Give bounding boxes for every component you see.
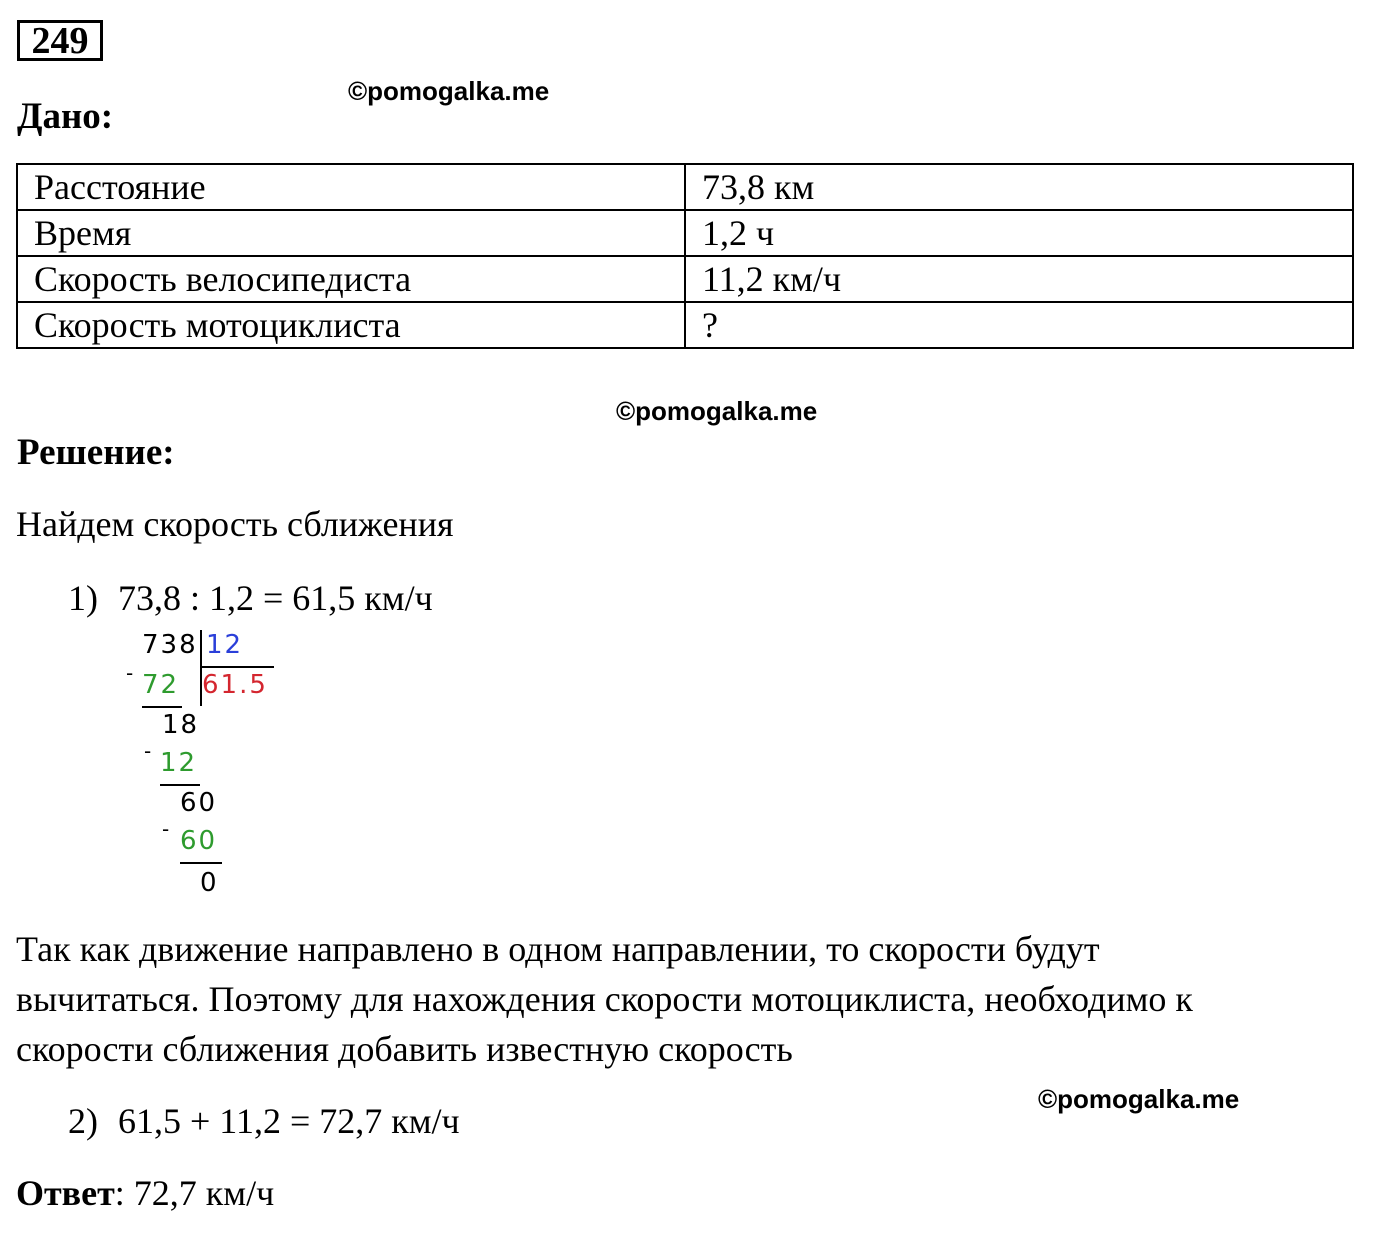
division-bracket-horizontal	[200, 666, 274, 668]
given-table	[16, 163, 1354, 349]
watermark-bottom: ©pomogalka.me	[1038, 1084, 1240, 1114]
division-remainder: 0	[200, 868, 219, 898]
given-value: 73,8 км	[685, 164, 1353, 210]
division-dividend: 738	[142, 630, 198, 660]
table-row	[17, 256, 1353, 302]
explanation-line: Так как движение направлено в одном направлении, то скорости будут	[16, 929, 1100, 969]
division-minus-sign: -	[162, 817, 172, 841]
solution-heading: Решение:	[17, 432, 175, 473]
division-underline	[142, 706, 182, 708]
division-divisor: 12	[206, 630, 244, 660]
division-subtrahend: 12	[160, 748, 198, 778]
given-value: ?	[685, 302, 1353, 348]
step2-number: 2)	[68, 1101, 98, 1141]
division-minus-sign: -	[144, 739, 154, 763]
table-row	[17, 210, 1353, 256]
step2-expression: 61,5 + 11,2 = 72,7 км/ч	[118, 1101, 460, 1141]
watermark-middle: ©pomogalka.me	[616, 396, 818, 426]
step1-number: 1)	[68, 578, 98, 618]
table-row	[17, 164, 1353, 210]
explanation-line: вычитаться. Поэтому для нахождения скорости мотоциклиста, необходимо к	[16, 979, 1193, 1019]
given-value: 1,2 ч	[685, 210, 1353, 256]
answer-label: Ответ	[16, 1173, 115, 1213]
explanation-line: скорости сближения добавить известную скорость	[16, 1029, 793, 1069]
division-underline	[180, 862, 222, 864]
answer-line	[16, 1168, 274, 1218]
given-label: Расстояние	[17, 164, 685, 210]
division-remainder: 18	[162, 710, 200, 740]
given-label: Время	[17, 210, 685, 256]
answer-value: : 72,7 км/ч	[114, 1173, 275, 1213]
watermark-top: ©pomogalka.me	[348, 76, 550, 106]
division-remainder: 60	[180, 788, 218, 818]
given-value: 11,2 км/ч	[685, 256, 1353, 302]
division-underline	[160, 784, 200, 786]
step1-expression: 73,8 : 1,2 = 61,5 км/ч	[118, 578, 433, 618]
division-quotient: 61.5	[202, 670, 268, 700]
division-subtrahend: 60	[180, 826, 218, 856]
problem-number: 249	[17, 20, 103, 61]
table-row	[17, 302, 1353, 348]
given-label: Скорость мотоциклиста	[17, 302, 685, 348]
division-subtrahend: 72	[142, 670, 180, 700]
long-division	[120, 628, 290, 903]
division-minus-sign: -	[126, 661, 136, 685]
given-heading: Дано:	[17, 96, 114, 137]
given-label: Скорость велосипедиста	[17, 256, 685, 302]
solution-intro: Найдем скорость сближения	[16, 504, 454, 544]
